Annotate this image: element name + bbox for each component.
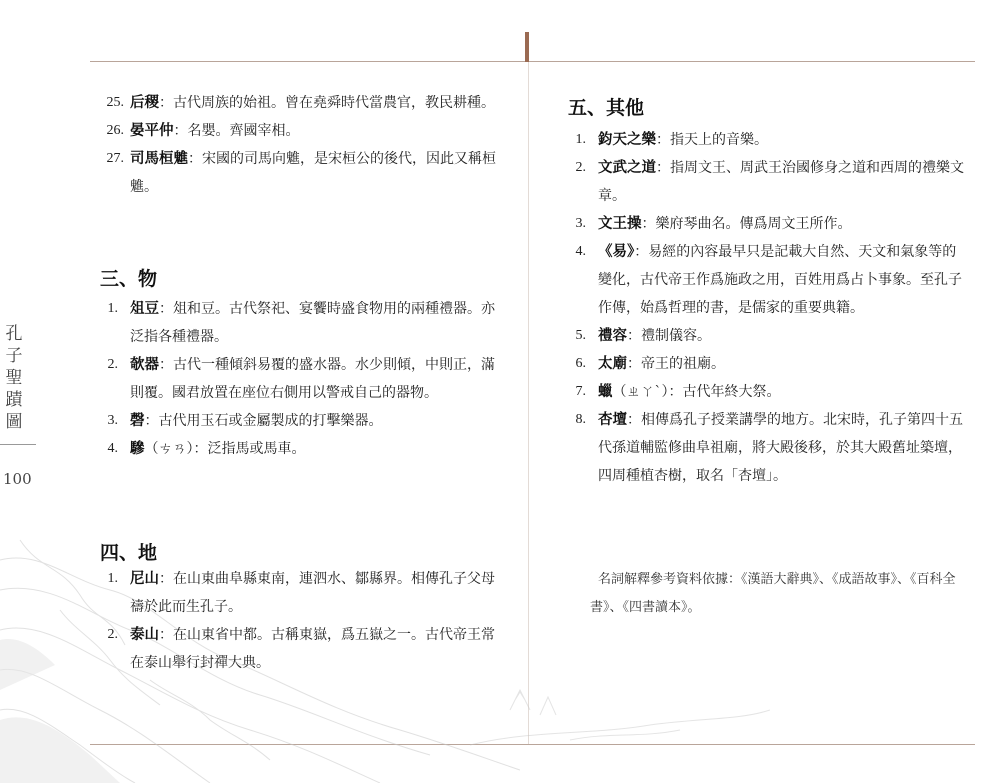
entry-number: 3.	[107, 413, 118, 428]
entry-number: 6.	[575, 356, 586, 371]
book-title-char: 圖	[5, 412, 23, 432]
entry-definition: ：指周文王、周武王治國修身之道和西周的禮樂文章。	[598, 160, 964, 204]
entry-definition: ：禮制儀容。	[627, 328, 711, 344]
entry-definition: ：宋國的司馬向魋，是宋桓公的後代，因此又稱桓魋。	[130, 151, 496, 195]
entry-number: 7.	[575, 384, 586, 399]
section-things-entries	[100, 295, 500, 463]
entry-definition: （ㄓㄚˋ）：古代年終大祭。	[612, 384, 781, 400]
glossary-entry	[100, 565, 500, 621]
entry-number: 4.	[107, 441, 118, 456]
entry-definition: ：相傳爲孔子授業講學的地方。北宋時，孔子第四十五代孫道輔監修曲阜祖廟，將大殿後移，於其大殿舊址築壇，四周種植杏樹，取名「杏壇」。	[598, 412, 963, 484]
entry-number: 5.	[575, 328, 586, 343]
book-title-char: 子	[5, 346, 23, 366]
glossary-entry	[100, 145, 500, 201]
reference-footnote: 名詞解釋參考資料依據：《漢語大辭典》、《成語故事》、《百科全書》、《四書讀本》。	[590, 572, 956, 615]
book-title-char: 聖	[5, 368, 23, 388]
glossary-entry	[100, 621, 500, 677]
tree-sketch-illustration	[470, 650, 770, 750]
glossary-entry	[568, 350, 968, 378]
glossary-entry	[568, 126, 968, 154]
glossary-entry	[568, 406, 968, 490]
glossary-entry	[568, 154, 968, 210]
entry-term: 鈞天之樂	[598, 132, 656, 148]
entry-number: 25.	[106, 95, 124, 110]
entry-term: 欹器	[130, 357, 159, 373]
section-heading-others: 五、其他	[568, 97, 645, 119]
entry-term: 太廟	[598, 356, 627, 372]
side-divider	[0, 444, 36, 445]
entry-definition: ：易經的內容最早只是記載大自然、天文和氣象等的變化，古代帝王作爲施政之用，百姓用爲占卜事象。至孔子作傳，始爲哲理的書，是儒家的重要典籍。	[598, 244, 962, 316]
glossary-entry	[568, 238, 968, 322]
entry-term: 尼山	[130, 571, 159, 587]
entry-term: 蠟	[598, 384, 613, 400]
book-title-char: 孔	[5, 324, 23, 344]
glossary-entry	[568, 322, 968, 350]
entry-number: 1.	[107, 301, 118, 316]
entry-term: 晏平仲	[130, 123, 174, 139]
entry-definition: ：在山東省中都。古稱東嶽，爲五嶽之一。古代帝王常在泰山舉行封禪大典。	[130, 627, 495, 671]
glossary-entry	[100, 407, 500, 435]
book-title-vertical	[3, 323, 25, 433]
entry-number: 27.	[106, 151, 124, 166]
entry-term: 文武之道	[598, 160, 656, 176]
page-number: 100	[3, 470, 32, 488]
section-places-entries	[100, 565, 500, 677]
entry-number: 2.	[107, 627, 118, 642]
glossary-entry	[100, 117, 500, 145]
top-rule	[90, 61, 975, 62]
entry-number: 2.	[107, 357, 118, 372]
entry-term: 禮容	[598, 328, 627, 344]
entry-number: 3.	[575, 216, 586, 231]
entry-number: 2.	[575, 160, 586, 175]
entry-definition: （ㄘㄢ）：泛指馬或馬車。	[144, 441, 306, 457]
entry-definition: ：帝王的祖廟。	[627, 356, 725, 372]
entry-definition: ：名嬰。齊國宰相。	[173, 123, 300, 139]
left-top-entries	[100, 89, 500, 201]
entry-term: 《易》	[598, 244, 635, 260]
center-bookmark-mark	[525, 32, 529, 62]
section-others-entries	[568, 126, 968, 490]
entry-term: 磬	[130, 413, 145, 429]
entry-number: 1.	[575, 132, 586, 147]
entry-definition: ：古代周族的始祖。曾在堯舜時代當農官，教民耕種。	[159, 95, 495, 111]
entry-term: 泰山	[130, 627, 159, 643]
glossary-entry	[568, 378, 968, 406]
entry-definition: ：俎和豆。古代祭祀、宴饗時盛食物用的兩種禮器。亦泛指各種禮器。	[130, 301, 495, 345]
entry-term: 文王操	[598, 216, 642, 232]
entry-definition: ：指天上的音樂。	[656, 132, 768, 148]
entry-number: 4.	[575, 244, 586, 259]
glossary-entry	[100, 295, 500, 351]
section-heading-places: 四、地	[100, 542, 158, 564]
glossary-entry	[568, 210, 968, 238]
entry-term: 驂	[130, 441, 145, 457]
section-heading-things: 三、物	[100, 268, 158, 290]
entry-definition: ：古代一種傾斜易覆的盛水器。水少則傾，中則正，滿則覆。國君放置在座位右側用以警戒自己的器物。	[130, 357, 495, 401]
entry-definition: ：在山東曲阜縣東南，連泗水、鄒縣界。相傳孔子父母禱於此而生孔子。	[130, 571, 495, 615]
glossary-entry	[100, 351, 500, 407]
gutter-rule	[528, 62, 529, 744]
entry-number: 26.	[106, 123, 124, 138]
book-title-char: 蹟	[5, 390, 23, 410]
entry-term: 司馬桓魋	[130, 151, 188, 167]
glossary-entry	[100, 89, 500, 117]
entry-definition: ：古代用玉石或金屬製成的打擊樂器。	[144, 413, 383, 429]
entry-term: 俎豆	[130, 301, 159, 317]
entry-term: 后稷	[130, 95, 159, 111]
entry-number: 1.	[107, 571, 118, 586]
entry-definition: ：樂府琴曲名。傳爲周文王所作。	[641, 216, 852, 232]
entry-number: 8.	[575, 412, 586, 427]
glossary-entry	[100, 435, 500, 463]
entry-term: 杏壇	[598, 412, 627, 428]
